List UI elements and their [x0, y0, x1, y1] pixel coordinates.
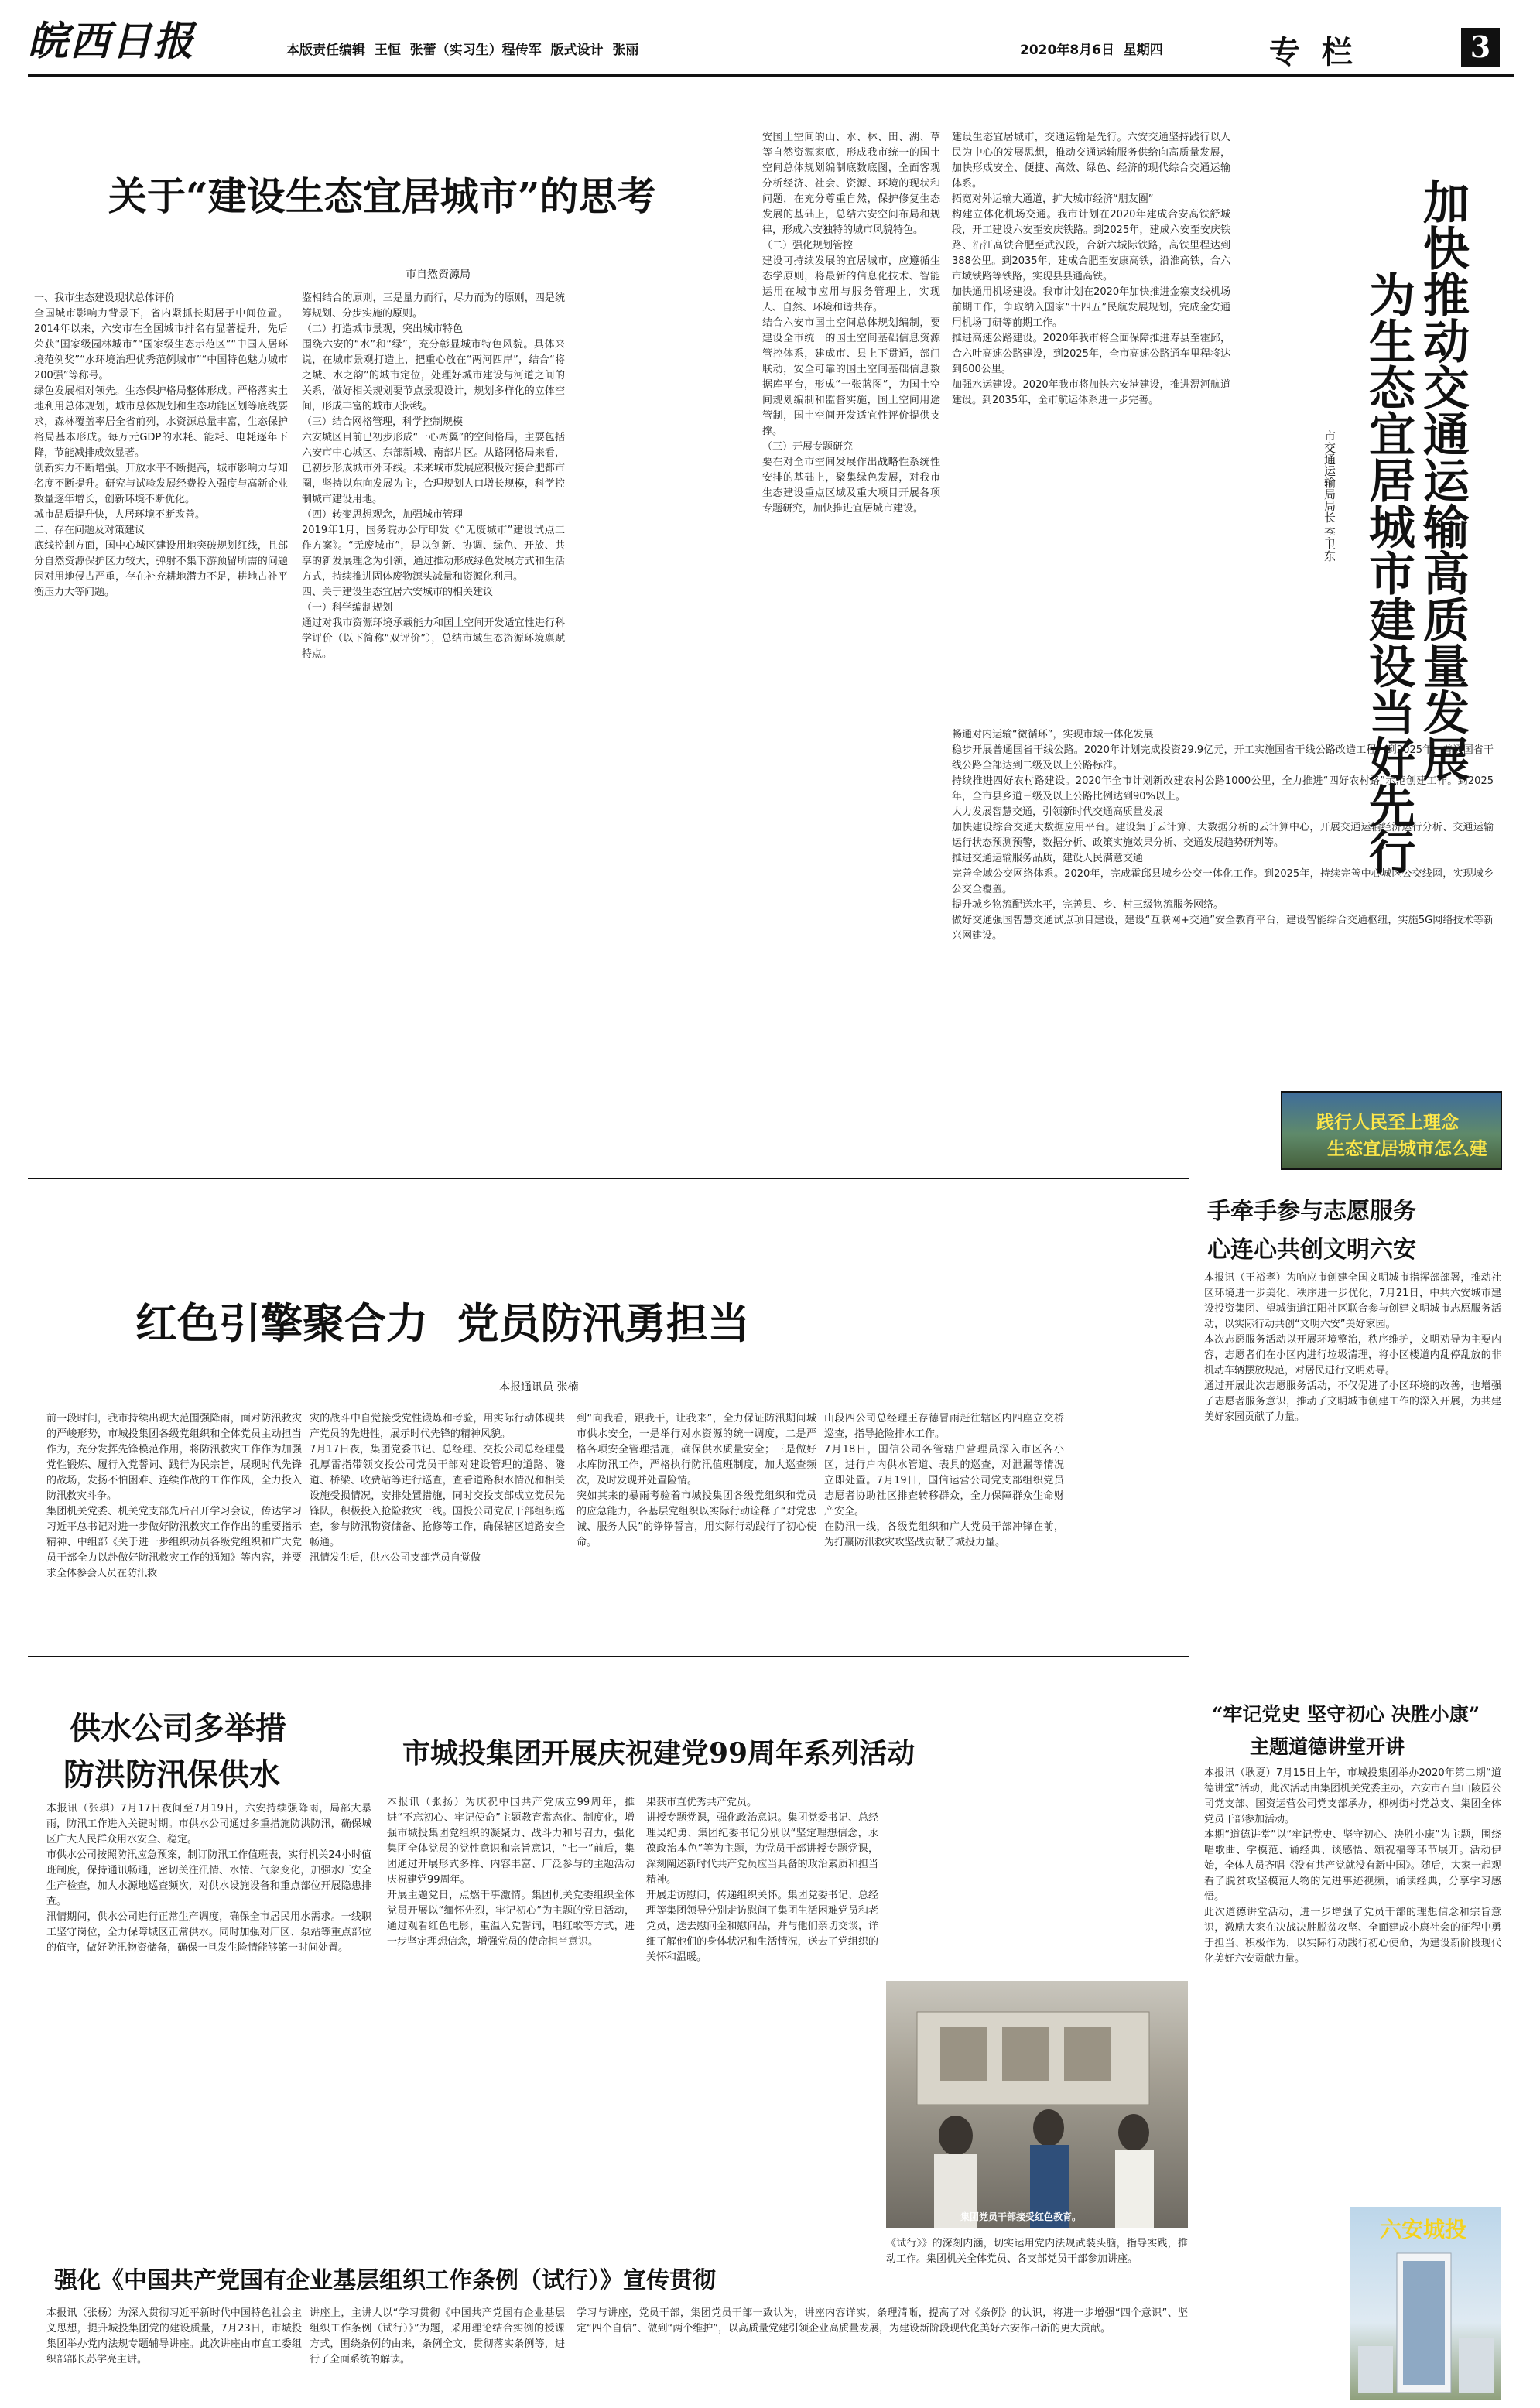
a8-col1: 本报讯（张杨）为深入贯彻习近平新时代中国特色社会主义思想，提升城投集团党的建设质量，7月23日，市城投集团举办党内法规专题辅导讲座。此次讲座由市直工委组织部部长苏学亮主讲。 — [46, 2307, 302, 2365]
a6-photo-figures — [886, 1981, 1188, 2228]
a6-title: 市城投集团开展庆祝建党99周年系列活动 — [402, 1737, 915, 1770]
a7-body: 本报讯（耿夏）7月15日上午，市城投集团举办2020年第二期“道德讲堂”活动，此次活动由集团机关党委主办，六安市召皇山陵园公司党支部、国资运营公司党支部承办，柳树街村党总支、集团全体党员干部参加活动。 本期“道德讲堂”以“牢记党史、坚守初心、决胜小康”为主题，围绕唱歌曲、学模范、诵经典、谈感悟、颂祝福等环节展开。活动伊始，全体人员齐唱《没有共产党就没有新中国》。随后，大家一起观看了脱贫攻坚模范人物的先进事迹视频，诵读经典，分享学习感悟。 此次道德讲堂活动，进一步增强了党员干部的理想信念和宗旨意识，激励大家在决战决胜脱贫攻坚、全面建成小康社会的征程中勇于担当、积极作为，以实际行动践行初心使命，为建设新阶段现代化美好六安贡献力量。 — [1204, 1767, 1501, 1965]
a3-title: 红色引擎聚合力 党员防汛勇担当 — [135, 1298, 750, 1348]
promo-image — [1281, 1091, 1502, 1170]
a7-title-line1: “牢记党史 坚守初心 决胜小康” — [1212, 1703, 1480, 1726]
a6-photo — [886, 1981, 1188, 2228]
a2-title-line2: 为生态宜居城市建设当好先行 — [1361, 271, 1415, 874]
a8-col2: 讲座上，主讲人以“学习贯彻《中国共产党国有企业基层组织工作条例（试行）》”为题，采用理论结合实例的授课方式，围绕条例的由来，条例全文，贯彻落实条例等，进行了全面系统的解读。 — [310, 2307, 565, 2365]
a1-col3: 安国土空间的山、水、林、田、湖、草等自然资源家底，形成我市统一的国土空间总体规划编制底数底图，全面客观分析经济、社会、资源、环境的现状和问题，在充分尊重自然，保护修复生态发展的基础上，总结六安空间布局和规律，形成六安独特的城市风貌特色。 （二）强化规划管控 建设可持续发展的宜居城市，应遵循生态学原则，将最新的信息化技术、智能运用在城市应用与服务管理上，实现人、自然、环境和谐共存。 结合六安市国土空间总体规划编制，要建设全市统一的国土空间基础信息资源管控体系，建成市、县上下贯通，部门联动，安全可靠的国土空间基础信息数据库平台，形成“一张蓝图”，为国土空间规划编制和监督实施，国土空间用途管制，国土空间开发适宜性评价提供支撑。 （三）开展专题研究 要在对全市空间发展作出战略性系统性安排的基础上，聚集绿色发展，对我市生态建设重点区域及重大项目开展各项专题研究，加快推进宜居城市建设。 — [762, 132, 940, 515]
a3-col2: 灾的战斗中自觉接受党性锻炼和考验，用实际行动体现共产党员的先进性，展示时代先锋的精神风貌。 7月17日夜，集团党委书记、总经理、交投公司总经理曼孔厚雷指带领交投公司党员干部对建设管理的道路、隧道、桥梁、收费站等进行巡查，查看道路积水情况和相关设施受损情况，安排处置措施，同时交投支部成立党员先锋队，积极投入抢险救灾一线。国投公司党员干部组织巡查，参与防汛物资储备、抢修等工作，确保辖区道路安全畅通。 汛情发生后，供水公司支部党员自觉做 — [310, 1413, 565, 1564]
a4-title-line2: 心连心共创文明六安 — [1207, 1236, 1416, 1264]
a3-col4: 山段四公司总经理王存德冒雨赶往辖区内四座立交桥巡查，指导抢险排水工作。 7月18日，国信公司各管辖户营理员深入市区各小区，进行户内供水管道、表具的巡查，对泄漏等情况立即处置。7月19日，国信运营公司党支部组织党员志愿者协助社区排查转移群众，全力保障群众生命财产安全。 在防汛一线，各级党组织和广大党员干部冲锋在前，为打赢防汛救灾攻坚战贡献了城投力量。 — [824, 1413, 1064, 1548]
a1-col4: 建设生态宜居城市，交通运输是先行。六安交通坚持践行以人民为中心的发展思想，推动交通运输服务供给向高质量发展，加快形成安全、便捷、高效、绿色、经济的现代综合交通运输体系。 拓宽对外运输大通道，扩大城市经济“朋友圈” 构建立体化机场交通。我市计划在2020年建成合安高铁舒城段，开工建设六安至安庆铁路。到2025年，建成六安至安庆铁路、沿江高铁合肥至武汉段，合新六城际铁路，高铁里程达到388公里。到2035年，建成合肥至安康高铁，沿淮高铁，合六市域铁路等铁路，实现县县通高铁。 加快通用机场建设。我市计划在2020年加快推进金寨支线机场前期工作，争取纳入国家“十四五”民航发展规划，完成金安通用机场可研等前期工作。 推进高速公路建设。2020年我市将全面保障推进寿县至霍邱，合六叶高速公路建设，到2025年，全市高速公路通车里程将达到600公里。 加强水运建设。2020年我市将加快六安港建设，推进淠河航道建设。到2035年，全市航运体系进一步完善。 — [952, 132, 1230, 406]
a1-title: 关于“建设生态宜居城市”的思考 — [108, 173, 656, 219]
a6-col1: 本报讯（张扬）为庆祝中国共产党成立99周年，推进“不忘初心、牢记使命”主题教育常态化、制度化，增强市城投集团党组织的凝聚力、战斗力和号召力，强化集团全体党员的党性意识和宗旨意识，“七一”前后，集团通过开展形式多样、内容丰富、厂泛参与的主题活动庆祝建党99周年。 开展主题党日，点燃干事激情。集团机关党委组织全体党员开展以“缅怀先烈，牢记初心”为主题的党日活动，通过观看红色电影，重温入党誓词，唱红歌等方式，进一步坚定理想信念，增强党员的使命担当意识。 — [387, 1797, 635, 1948]
section-name: 专 栏 — [1269, 34, 1353, 70]
masthead-editors: 本版责任编辑 王恒 张蕾（实习生）程传军 版式设计 张丽 — [286, 43, 639, 58]
a1-col5: 畅通对内运输“微循环”，实现市域一体化发展 稳步开展普通国省干线公路。2020年计划完成投资29.9亿元，开工实施国省干线公路改造工程，到2025年，普通国省干线公路全部达到二级及以上公路标准。 持续推进四好农村路建设。2020年全市计划新改建农村公路1000公里，全力推进“四好农村路”示范创建工作。到2025年，全市县乡道三级及以上公路比例达到90%以上。 大力发展智慧交通，引领新时代交通高质量发展 加快建设综合交通大数据应用平台。建设集于云计算、大数据分析的云计算中心，开展交通运输经济运行分析、交通运输运行状态预测预警，数据分析、政策实施效果分析、交通发展趋势研判等。 推进交通运输服务品质，建设人民满意交通 完善全域公交网络体系。2020年，完成霍邱县城乡公交一体化工作。到2025年，持续完善中心城区公交线网，实现城乡公交全覆盖。 提升城乡物流配送水平，完善县、乡、村三级物流服务网络。 做好交通强国智慧交通试点项目建设，建设“互联网+交通”安全教育平台，建设智能综合交通枢纽，实施5G网络技术等新兴网建设。 — [952, 729, 1494, 942]
a6-photo-caption: 集团党员干部接受红色教育。 — [960, 2211, 1082, 2222]
page-number: 3 — [1461, 28, 1500, 67]
a7-badge: 六安城投 — [1380, 2217, 1467, 2242]
promo-line1: 践行人民至上理念 — [1316, 1113, 1459, 1133]
divider-1 — [28, 1178, 1189, 1179]
a5-title-line2: 防洪防汛保供水 — [63, 1756, 280, 1793]
a6-col2: 果获市直优秀共产党员。 讲授专题党课，强化政治意识。集团党委书记、总经理吴纪勇、集团纪委书记分别以“坚定理想信念，永葆政治本色”等为主题，为党员干部讲授专题党课，深刻阐述新时代共产党员应当具备的政治素质和担当精神。 开展走访慰问，传递组织关怀。集团党委书记、总经理等集团领导分别走访慰问了集团生活困难党员和老党员，送去慰问金和慰问品，并与他们亲切交谈，详细了解他们的身体状况和生活情况，送去了党组织的关怀和温暖。 — [646, 1797, 878, 1963]
a4-title-line1: 手牵手参与志愿服务 — [1207, 1198, 1416, 1225]
a2-title-line1: 加快推动交通运输高质量发展 — [1415, 178, 1470, 782]
a8-title: 强化《中国共产党国有企业基层组织工作条例（试行）》宣传贯彻 — [54, 2267, 716, 2294]
masthead-logo: 皖西日报 — [28, 18, 196, 65]
a4-body: 本报讯（王裕孝）为响应市创建全国文明城市指挥部部署，推动社区环境进一步美化，秩序进一步优化，7月21日，中共六安城市建设投资集团、望城街道江阳社区联合参与创建文明城市志愿服务活动，以实际行动共创“文明六安”美好家园。 本次志愿服务活动以开展环境整治，秩序维护，文明劝导为主要内容，志愿者们在小区内进行垃圾清理，将小区楼道内乱停乱放的非机动车辆摆放规范，对居民进行文明劝导。 通过开展此次志愿服务活动，不仅促进了小区环境的改善，也增强了志愿者服务意识，推动了文明城市创建工作的深入开展，为共建美好家园贡献了力量。 — [1204, 1272, 1501, 1423]
a1-byline: 市自然资源局 — [406, 269, 471, 281]
masthead-rule — [28, 74, 1514, 77]
a8-col4: 学习与讲座，党员干部，集团党员干部一致认为，讲座内容详实，条理清晰，提高了对《条例》的认识，将进一步增强“四个意识”、坚定“四个自信”、做到“两个维护”，以高质量党建引领企业高质量发展，为建设新阶段现代化美好六安作出新的更大贡献。 — [577, 2307, 1188, 2334]
masthead-date: 2020年8月6日 星期四 — [1020, 43, 1163, 58]
a7-building-photo — [1350, 2207, 1501, 2400]
a3-col3: 到“向我看，跟我干，让我来”，全力保证防汛期间城市供水安全，一是举行对水资源的统一调度，二是严格各项安全管理措施，确保供水质量安全；三是做好水库防汛工作，严格执行防汛值班制度，加大巡查频次，及时发现并处置险情。 突如其来的暴雨考验着市城投集团各级党组织和党员的应急能力，各基层党组织以实际行动诠释了“对党忠诚、服务人民”的铮铮誓言，用实际行动践行了初心使命。 — [577, 1413, 816, 1548]
a1-col2: 鉴相结合的原则，三是量力而行，尽力而为的原则，四是统筹规划、分步实施的原则。 （二）打造城市景观，突出城市特色 围绕六安的“水”和“绿”，充分彰显城市特色风貌。具体来说，在城市景观打造上，把重心放在“两河四岸”，结合“将之城、水之韵”的城市定位，处理好城市建设与河道之间的关系，做好相关规划要节点景观设计，规划多样化的立体空间，形成丰富的城市天际线。 （三）结合网格管理，科学控制规模 六安城区目前已初步形成“一心两翼”的空间格局，主要包括六安市中心城区、东部新城、南部片区。从路网格局来看，已初步形成城市外环线。未来城市发展应积极对接合肥都市圈，坚持以东向发展为主，合理规划人口增长规模，科学控制城市建设用地。 （四）转变思想观念，加强城市管理 2019年1月，国务院办公厅印发《“无废城市”建设试点工作方案》。“无废城市”，是以创新、协调、绿色、开放、共享的新发展理念为引领，通过推动形成绿色发展方式和生活方式，持续推进固体废物源头减量和资源化利用。 四、关于建设生态宜居六安城市的相关建议 （一）科学编制规划 通过对我市资源环境承载能力和国土空间开发适宜性进行科学评价（以下简称“双评价”），总结市域生态资源环境禀赋特点。 — [302, 292, 565, 660]
divider-2 — [28, 1656, 1189, 1657]
a8-col3: 《试行》》的深刻内涵，切实运用党内法规武装头脑，指导实践，推动工作。集团机关全体党员、各支部党员干部参加讲座。 — [886, 2238, 1188, 2265]
a5-body: 本报讯（张琪）7月17日夜间至7月19日，六安持续强降雨，局部大暴雨，防汛工作进入关键时期。市供水公司通过多重措施防洪防汛，确保城区广大人民群众用水安全、稳定。 市供水公司按照防汛应急预案，制订防汛工作值班表，实行机关24小时值班制度，保持通讯畅通，密切关注汛情、水情、气象变化，加强水厂安全生产检查，加大水源地巡查频次，对供水设施设备和重点部位开展隐患排查。 汛情期间，供水公司进行正常生产调度，确保全市居民用水需求。一线职工坚守岗位，全力保障城区正常供水。同时加强对厂区、泵站等重点部位的值守，做好防汛物资储备，确保一旦发生险情能够第一时间处置。 — [46, 1803, 371, 1954]
a5-title-line1: 供水公司多举措 — [70, 1710, 286, 1746]
a3-col1: 前一段时间，我市持续出现大范围强降雨，面对防汛救灾的严峻形势，市城投集团各级党组织和全体党员主动担当作为，充分发挥先锋模范作用，将防汛救灾工作作为加强党性锻炼、履行入党誓词、践行为民宗旨，展现时代先锋的战场，发扬不怕困难、连续作战的工作作风，全力投入防汛救灾斗争。 集团机关党委、机关党支部先后召开学习会议，传达学习习近平总书记对进一步做好防汛救灾工作作出的重要指示精神、中组部《关于进一步组织动员各级党组织和广大党员干部全力以赴做好防汛救灾工作的通知》等内容，并要求全体参会人员在防汛救 — [46, 1413, 302, 1579]
a2-byline: 市交通运输局局长 李卫东 — [1323, 430, 1336, 562]
promo-line2: 生态宜居城市怎么建 — [1327, 1139, 1487, 1159]
a3-byline: 本报通讯员 张楠 — [499, 1381, 579, 1394]
a1-col1: 一、我市生态建设现状总体评价 全国城市影响力背景下，省内紧抓长期居于中间位置。2014年以来，六安市在全国城市排名有显著提升，先后荣获“国家级园林城市”“国家级生态示范区”“中国人居环境范例奖”“水环境治理优秀范例城市”“中国特色魅力城市200强”等称号。 绿色发展相对领先。生态保护格局整体形成。严格落实土地利用总体规划，城市总体规划和生态功能区划等底线要求，森林覆盖率居全省前列，水资源总量丰富，生态保护格局基本形成。每万元GDP的水耗、能耗、电耗逐年下降，节能减排成效显著。 创新实力不断增强。开放水平不断提高，城市影响力与知名度不断提升。研究与试验发展经费投入强度与高新企业数量逐年增长，创新环境不断优化。 城市品质提升快，人居环境不断改善。 二、存在问题及对策建议 底线控制方面，国中心城区建设用地突破规划红线，且部分自然资源保护区力较大，弹射不集下游预留所需的问题因对用地侵占严重，存在补充耕地潜力不足，耕地占补平衡压力大等问题。 — [34, 292, 288, 598]
a7-title-line2: 主题道德讲堂开讲 — [1250, 1736, 1405, 1758]
